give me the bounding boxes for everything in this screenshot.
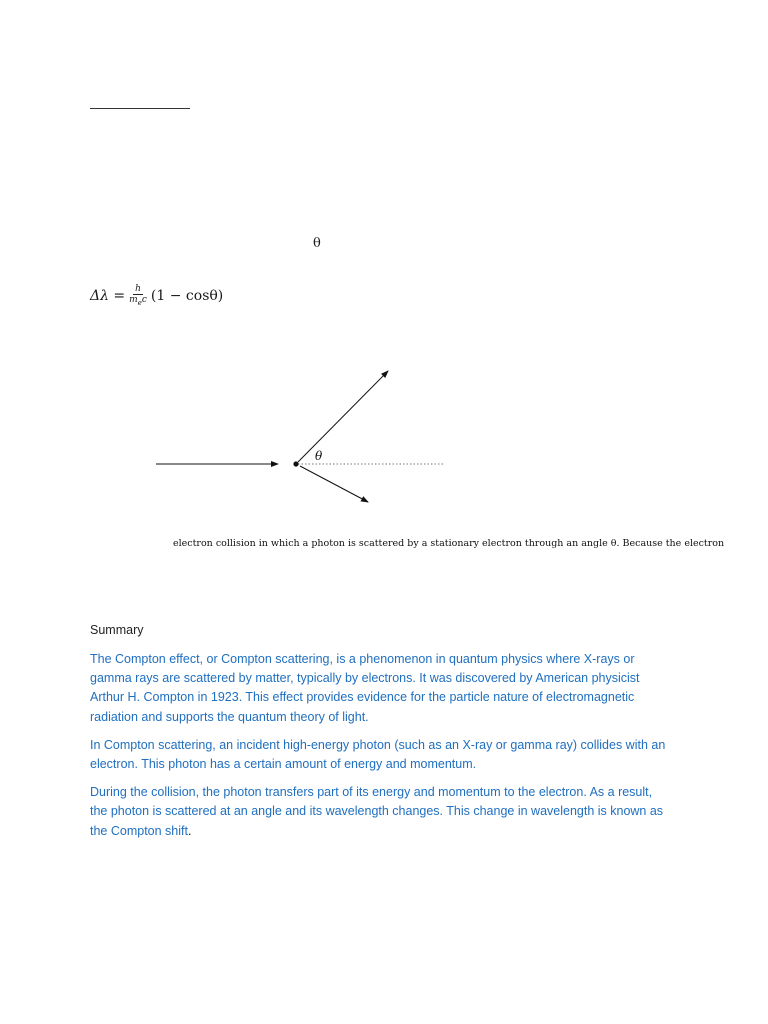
angle-label: θ (315, 449, 323, 463)
formula-numerator: h (135, 284, 141, 294)
summary-heading: Summary (90, 623, 144, 637)
formula-denominator-c: c (141, 295, 147, 305)
summary-paragraph-3-text: During the collision, the photon transfers part of its energy and momentum to the electron. As a result, the photon is scattered at an angle and its wavelength changes. This change in wavelength is known as the Compton shift (90, 785, 664, 838)
formula-fraction (127, 284, 149, 308)
scattering-diagram (150, 360, 460, 510)
formula-lhs: Δλ = (90, 287, 126, 304)
compton-formula (90, 284, 223, 308)
recoil-electron-arrow (300, 466, 368, 502)
header-rule (90, 108, 190, 109)
formula-denominator (127, 295, 149, 308)
summary-paragraph-2: In Compton scattering, an incident high-energy photon (such as an X-ray or gamma ray) collides with an electron. This photon has a certain amount of energy and momentum. (90, 737, 666, 772)
theta-symbol: θ (313, 236, 321, 251)
formula-denominator-sub: e (137, 298, 142, 307)
summary-paragraph-3-period: . (187, 823, 192, 838)
electron-dot (293, 461, 298, 466)
formula-denominator-m: m (129, 295, 138, 305)
scattered-photon-arrow (298, 371, 388, 462)
formula-rhs: (1 − cosθ) (150, 287, 224, 304)
figure-caption: electron collision in which a photon is scattered by a stationary electron through an angle θ. Because the electron (173, 538, 725, 549)
summary-paragraph-1: The Compton effect, or Compton scattering, is a phenomenon in quantum physics where X-rays or gamma rays are scattered by matter, typically by electrons. It was discovered by American physicist Arthur H. Compton in 1923. This effect provides evidence for the particle nature of electromagnetic radiation and supports the quantum theory of light. (90, 652, 640, 724)
summary-paragraph-3 (90, 783, 670, 841)
summary-body (90, 650, 670, 850)
